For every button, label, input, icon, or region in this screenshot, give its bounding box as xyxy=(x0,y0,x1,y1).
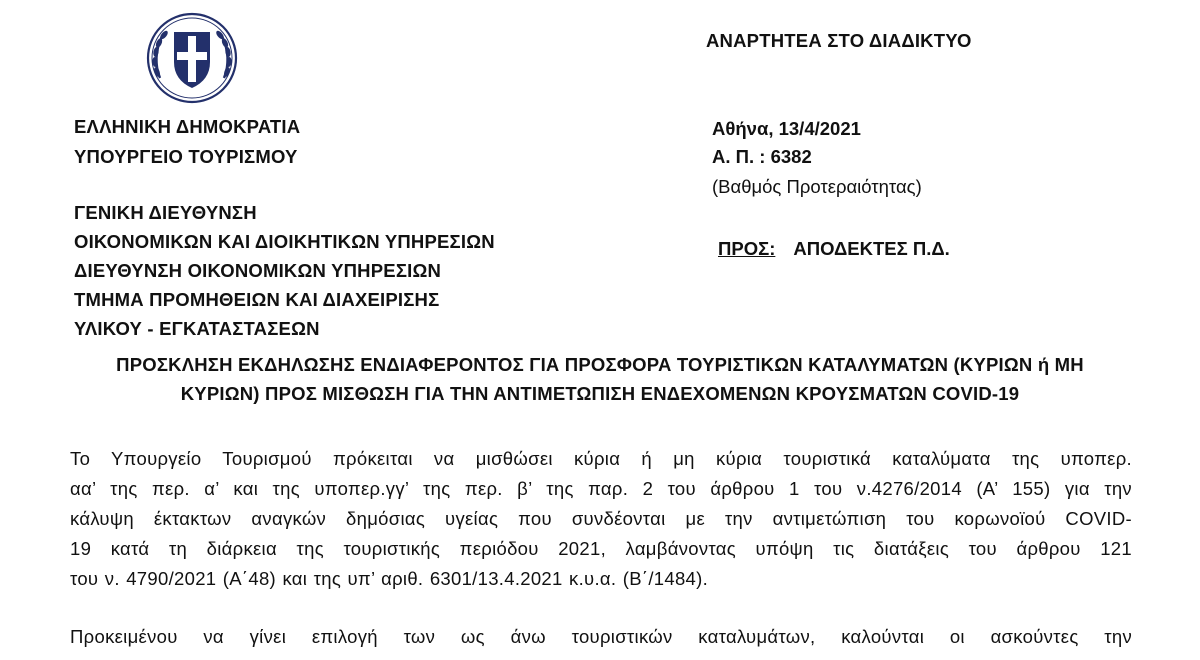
department-line: ΟΙΚΟΝΟΜΙΚΩΝ ΚΑΙ ΔΙΟΙΚΗΤΙΚΩΝ ΥΠΗΡΕΣΙΩΝ xyxy=(74,231,495,252)
body-paragraph xyxy=(70,444,1132,594)
department-line: ΤΜΗΜΑ ΠΡΟΜΗΘΕΙΩΝ ΚΑΙ ΔΙΑΧΕΙΡΙΣΗΣ xyxy=(74,289,440,310)
department-block xyxy=(74,198,495,343)
paragraph-line: αα’ της περ. α’ και της υποπερ.γγ’ της περ. β’ της παρ. 2 του άρθρου 1 του ν.4276/2014 (Α’ 155) για την xyxy=(70,478,1132,499)
republic-title: ΕΛΛΗΝΙΚΗ ΔΗΜΟΚΡΑΤΙΑ xyxy=(74,116,301,137)
ministry-title: ΥΠΟΥΡΓΕΙΟ ΤΟΥΡΙΣΜΟΥ xyxy=(74,146,298,167)
recipient-line xyxy=(718,238,950,260)
document-subject xyxy=(70,350,1130,408)
department-line: ΓΕΝΙΚΗ ΔΙΕΥΘΥΝΣΗ xyxy=(74,202,257,223)
department-line: ΥΛΙΚΟΥ - ΕΓΚΑΤΑΣΤΑΣΕΩΝ xyxy=(74,318,320,339)
issuer-header xyxy=(74,112,300,172)
post-online-notice: ΑΝΑΡΤΗΤΕΑ ΣΤΟ ΔΙΑΔΙΚΤΥΟ xyxy=(706,30,972,51)
paragraph-line: του ν. 4790/2021 (Α΄48) και της υπ’ αριθ. 6301/13.4.2021 κ.υ.α. (Β΄/1484). xyxy=(70,568,709,589)
subject-line: ΚΥΡΙΩΝ) ΠΡΟΣ ΜΙΣΘΩΣΗ ΓΙΑ ΤΗΝ ΑΝΤΙΜΕΤΩΠΙΣΗ ΕΝΔΕΧΟΜΕΝΩΝ ΚΡΟΥΣΜΑΤΩΝ COVID-19 xyxy=(180,383,1020,404)
paragraph-line: 19 κατά τη διάρκεια της τουριστικής περιόδου 2021, λαμβάνοντας υπόψη τις διατάξεις του άρθρου 121 xyxy=(70,538,1132,559)
body-paragraph xyxy=(70,622,1132,652)
department-line: ΔΙΕΥΘΥΝΣΗ ΟΙΚΟΝΟΜΙΚΩΝ ΥΠΗΡΕΣΙΩΝ xyxy=(74,260,442,281)
priority-degree: (Βαθμός Προτεραιότητας) xyxy=(712,176,922,197)
paragraph-line: Προκειμένου να γίνει επιλογή των ως άνω τουριστικών καταλυμάτων, καλούνται οι ασκούντες την xyxy=(70,626,1132,647)
document-date: Αθήνα, 13/4/2021 xyxy=(712,118,861,139)
paragraph-line: Το Υπουργείο Τουρισμού πρόκειται να μισθώσει κύρια ή μη κύρια τουριστικά καταλύματα της υποπερ. xyxy=(70,448,1132,469)
subject-line: ΠΡΟΣΚΛΗΣΗ ΕΚΔΗΛΩΣΗΣ ΕΝΔΙΑΦΕΡΟΝΤΟΣ ΓΙΑ ΠΡΟΣΦΟΡΑ ΤΟΥΡΙΣΤΙΚΩΝ ΚΑΤΑΛΥΜΑΤΩΝ (ΚΥΡΙΩΝ ή ΜΗ xyxy=(116,354,1084,375)
recipient-value: ΑΠΟΔΕΚΤΕΣ Π.Δ. xyxy=(793,238,950,259)
protocol-number: Α. Π. : 6382 xyxy=(712,146,812,167)
paragraph-line: κάλυψη έκτακτων αναγκών δημόσιας υγείας που συνδέονται με την αντιμετώπιση του κορωνοϊού COVID- xyxy=(70,508,1132,529)
greek-coat-of-arms-emblem xyxy=(146,12,238,104)
recipient-label: ΠΡΟΣ: xyxy=(718,238,776,259)
